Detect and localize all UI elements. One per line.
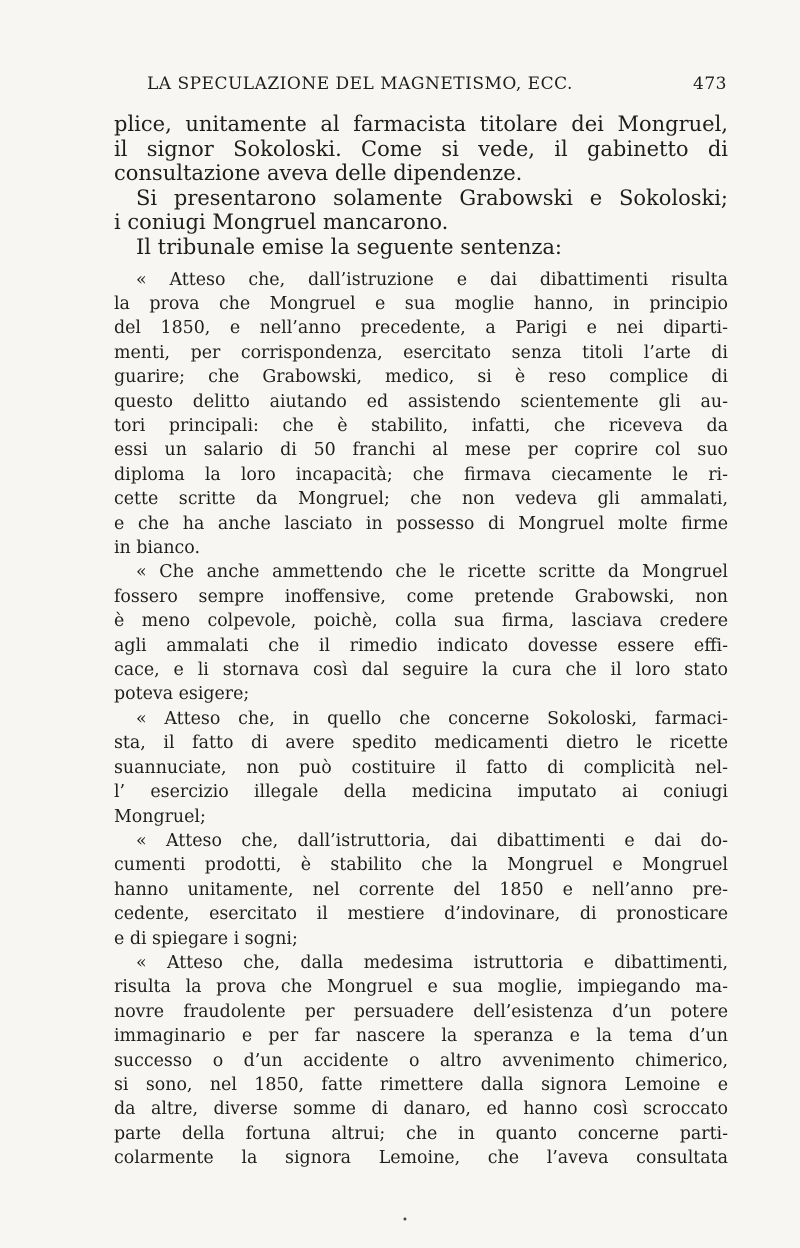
- text-line: Si presentarono solamente Grabowski e Sokoloski;: [136, 185, 728, 210]
- text-line: menti, per corrispondenza, esercitato senza titoli l’arte di: [114, 342, 728, 363]
- text-line: cumenti prodotti, è stabilito che la Mongruel e Mongruel: [114, 855, 728, 876]
- text-line: sta, il fatto di avere spedito medicamenti dietro le ricette: [114, 733, 728, 754]
- text-line: Mongruel;: [114, 806, 206, 827]
- text-line: plice, unitamente al farmacista titolare dei Mongruel,: [114, 112, 728, 136]
- text-line: guarire; che Grabowski, medico, si è reso complice di: [114, 367, 728, 388]
- text-line: fossero sempre inoffensive, come pretende Grabowski, non: [114, 586, 728, 607]
- text-line: novre fraudolente per persuadere dell’esistenza d’un potere: [114, 1001, 728, 1022]
- text-line: da altre, diverse somme di danaro, ed hanno così scroccato: [114, 1099, 728, 1120]
- text-line: suannuciate, non può costituire il fatto di complicità nel-: [114, 757, 728, 778]
- text-line: successo o d’un accidente o altro avvenimento chimerico,: [114, 1050, 728, 1071]
- page-number: 473: [693, 74, 727, 94]
- text-line: tori principali: che è stabilito, infatti, che riceveva da: [114, 416, 728, 436]
- text-line: consultazione aveva delle dipendenze.: [114, 161, 523, 186]
- text-line: « Atteso che, in quello che concerne Sokoloski, farmaci-: [136, 708, 728, 729]
- text-line: « Che anche ammettendo che le ricette scritte da Mongruel: [136, 562, 728, 583]
- text-line: e di spiegare i sogni;: [114, 928, 298, 949]
- running-title: LA SPECULAZIONE DEL MAGNETISMO, ECC.: [147, 74, 573, 94]
- text-line: « Atteso che, dalla medesima istruttoria e dibattimenti,: [136, 952, 728, 973]
- text-line: in bianco.: [114, 538, 200, 559]
- text-line: « Atteso che, dall’istruttoria, dai dibattimenti e dai do-: [136, 830, 728, 851]
- text-line: cace, e li stornava così dal seguire la cura che il loro stato: [114, 660, 728, 681]
- text-line: la prova che Mongruel e sua moglie hanno, in principio: [114, 293, 728, 314]
- text-line: si sono, nel 1850, fatte rimettere dalla signora Lemoine e: [114, 1074, 728, 1095]
- text-line: essi un salario di 50 franchi al mese per coprire col suo: [114, 440, 728, 461]
- sentence-quote: [114, 268, 728, 1171]
- text-line: questo delitto aiutando ed assistendo scientemente gli au-: [114, 391, 728, 412]
- text-line: poteva esigere;: [114, 684, 250, 705]
- text-line: parte della fortuna altrui; che in quanto concerne parti-: [114, 1123, 728, 1144]
- body-text: [114, 112, 728, 1171]
- text-line: l’ esercizio illegale della medicina imputato ai coniugi: [114, 782, 728, 803]
- intro-paragraphs: [114, 112, 728, 260]
- text-line: Il tribunale emise la seguente sentenza:: [136, 234, 563, 259]
- text-line: risulta la prova che Mongruel e sua moglie, impiegando ma-: [114, 977, 728, 998]
- text-line: diploma la loro incapacità; che firmava ciecamente le ri-: [114, 464, 728, 485]
- text-line: colarmente la signora Lemoine, che l’aveva consultata: [114, 1148, 728, 1169]
- text-line: del 1850, e nell’anno precedente, a Parigi e nei diparti-: [114, 318, 728, 339]
- text-line: i coniugi Mongruel mancarono.: [114, 210, 449, 235]
- text-line: hanno unitamente, nel corrente del 1850 e nell’anno pre-: [114, 879, 728, 900]
- text-line: agli ammalati che il rimedio indicato dovesse essere effi-: [114, 635, 728, 656]
- printer-mark: •: [402, 1215, 408, 1226]
- text-line: è meno colpevole, poichè, colla sua firma, lasciava credere: [114, 611, 728, 632]
- text-line: cette scritte da Mongruel; che non vedeva gli ammalati,: [114, 489, 728, 510]
- text-line: « Atteso che, dall’istruzione e dai dibattimenti risulta: [136, 269, 728, 290]
- text-line: il signor Sokoloski. Come si vede, il gabinetto di: [114, 136, 728, 161]
- text-line: e che ha anche lasciato in possesso di Mongruel molte firme: [114, 513, 728, 534]
- text-line: cedente, esercitato il mestiere d’indovinare, di pronosticare: [114, 904, 728, 925]
- text-line: immaginario e per far nascere la speranza e la tema d’un: [114, 1026, 728, 1047]
